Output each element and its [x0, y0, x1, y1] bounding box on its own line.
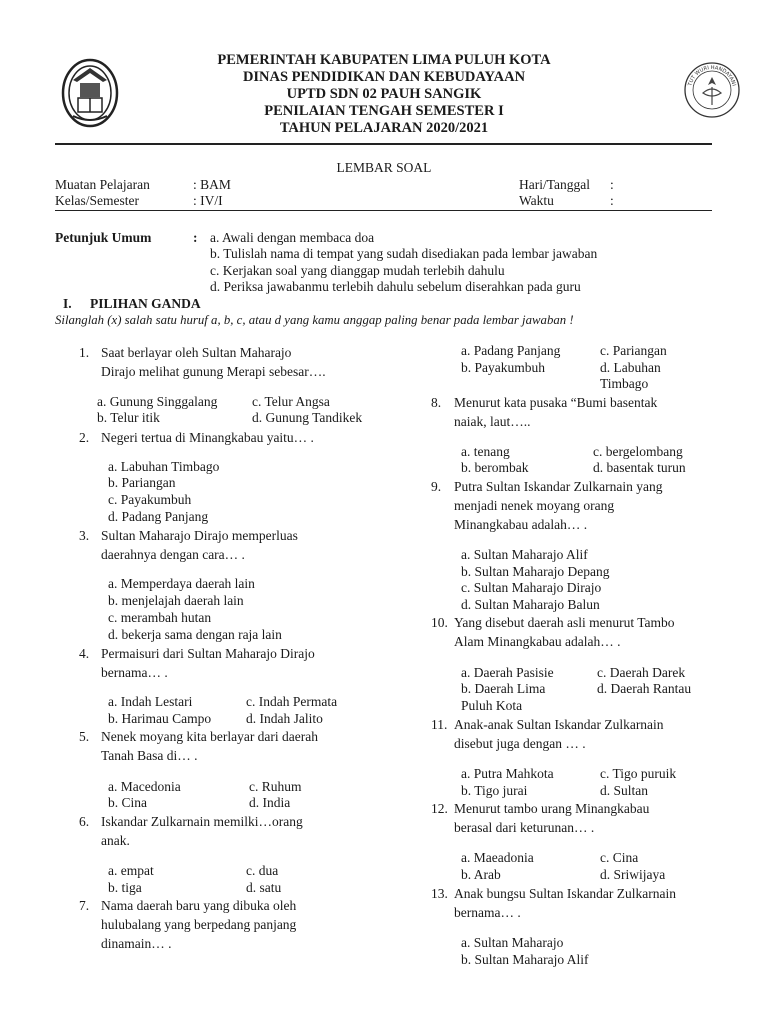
sheet-title: LEMBAR SOAL [336, 160, 432, 175]
question-number: 7. [79, 898, 90, 913]
option-b[interactable]: b. Tigo jurai [461, 783, 528, 798]
option-d[interactable]: d. basentak turun [593, 460, 686, 475]
option-a[interactable]: a. Indah Lestari [108, 694, 193, 709]
question-number: 10. [431, 615, 448, 630]
option-a[interactable]: a. Sultan Maharajo [461, 935, 564, 950]
header-line-school: UPTD SDN 02 PAUH SANGIK [286, 86, 482, 102]
header-line-exam: PENILAIAN TENGAH SEMESTER I [264, 103, 504, 119]
question-text: naiak, laut….. [454, 414, 531, 429]
question-text: anak. [101, 833, 130, 848]
question-text: Putra Sultan Iskandar Zulkarnain yang [454, 479, 663, 494]
option-b[interactable]: b. Payakumbuh [461, 360, 545, 375]
tut-wuri-handayani-logo [683, 61, 741, 119]
option-c[interactable]: c. Tigo puruik [600, 766, 677, 781]
question-text: Alam Minangkabau adalah… . [454, 634, 621, 649]
question-number: 8. [431, 395, 442, 410]
class-label: Kelas/Semester [55, 193, 139, 208]
question-text: Saat berlayar oleh Sultan Maharajo [101, 345, 292, 360]
option-d[interactable]: d. Daerah Rantau [597, 681, 692, 696]
question-text: Minangkabau adalah… . [454, 517, 588, 532]
option-a[interactable]: a. Maeadonia [461, 850, 534, 865]
header-line-government: PEMERINTAH KABUPATEN LIMA PULUH KOTA [217, 52, 551, 68]
question-text: hulubalang yang berpedang panjang [101, 917, 297, 932]
option-c[interactable]: c. Payakumbuh [108, 492, 192, 507]
option-a[interactable]: a. Sultan Maharajo Alif [461, 547, 588, 562]
instructions-label: Petunjuk Umum [55, 230, 152, 245]
option-c[interactable]: c. dua [246, 863, 279, 878]
option-a[interactable]: a. Labuhan Timbago [108, 459, 220, 474]
question-text: Dirajo melihat gunung Merapi sebesar…. [101, 364, 326, 379]
question-text: bernama… . [454, 905, 521, 920]
question-number: 9. [431, 479, 442, 494]
question-number: 2. [79, 430, 90, 445]
option-d[interactable]: d. Sriwijaya [600, 867, 666, 882]
option-d[interactable]: d. Labuhan [600, 360, 661, 375]
question-text: disebut juga dengan … . [454, 736, 586, 751]
subject-value: : BAM [193, 177, 231, 192]
option-c[interactable]: c. Pariangan [600, 343, 667, 358]
option-b[interactable]: b. Arab [461, 867, 501, 882]
question-text: bernama… . [101, 665, 168, 680]
option-a[interactable]: a. Daerah Pasisie [461, 665, 554, 680]
option-b[interactable]: b. Telur itik [97, 410, 160, 425]
option-a[interactable]: a. Memperdaya daerah lain [108, 576, 255, 591]
question-text: Iskandar Zulkarnain memilki…orang [101, 814, 303, 829]
option-a[interactable]: a. Macedonia [108, 779, 181, 794]
instruction-item: a. Awali dengan membaca doa [210, 230, 375, 245]
question-text: Negeri tertua di Minangkabau yaitu… . [101, 430, 314, 445]
question-text: Nenek moyang kita berlayar dari daerah [101, 729, 319, 744]
question-number: 12. [431, 801, 448, 816]
option-b[interactable]: b. Harimau Campo [108, 711, 212, 726]
option-c[interactable]: c. Sultan Maharajo Dirajo [461, 580, 602, 595]
info-divider [55, 210, 712, 211]
option-b[interactable]: b. Sultan Maharajo Depang [461, 564, 610, 579]
header-line-year: TAHUN PELAJARAN 2020/2021 [279, 120, 489, 136]
option-c[interactable]: c. merambah hutan [108, 610, 212, 625]
option-a[interactable]: a. Padang Panjang [461, 343, 561, 358]
instruction-item: b. Tulislah nama di tempat yang sudah disediakan pada lembar jawaban [210, 246, 598, 261]
option-b[interactable]: b. Cina [108, 795, 147, 810]
question-number: 5. [79, 729, 90, 744]
option-d[interactable]: d. India [249, 795, 291, 810]
time-value: : [610, 193, 614, 208]
option-b[interactable]: b. tiga [108, 880, 142, 895]
option-d-continued: Timbago [600, 376, 649, 391]
subject-label: Muatan Pelajaran [55, 177, 150, 192]
option-d[interactable]: d. Sultan [600, 783, 649, 798]
question-text: dinamain… . [101, 936, 172, 951]
option-a[interactable]: a. Putra Mahkota [461, 766, 554, 781]
header-divider [55, 143, 712, 145]
day-label: Hari/Tanggal [519, 177, 591, 192]
question-text: Menurut tambo urang Minangkabau [454, 801, 650, 816]
option-d[interactable]: d. Padang Panjang [108, 509, 209, 524]
section-title: PILIHAN GANDA [90, 296, 201, 311]
question-text: Nama daerah baru yang dibuka oleh [101, 898, 297, 913]
question-number: 1. [79, 345, 90, 360]
question-text: Anak bungsu Sultan Iskandar Zulkarnain [454, 886, 676, 901]
instruction-item: c. Kerjakan soal yang dianggap mudah terlebih dahulu [210, 263, 505, 278]
option-d[interactable]: d. Gunung Tandikek [252, 410, 363, 425]
option-c[interactable]: c. Telur Angsa [252, 394, 330, 409]
option-a[interactable]: a. tenang [461, 444, 510, 459]
section-number: I. [63, 296, 72, 311]
question-number: 11. [431, 717, 448, 732]
option-d[interactable]: d. bekerja sama dengan raja lain [108, 627, 282, 642]
option-c[interactable]: c. bergelombang [593, 444, 683, 459]
section-instruction: Silanglah (x) salah satu huruf a, b, c, atau d yang kamu anggap paling benar pada lembar jawaban ! [55, 313, 574, 327]
instruction-item: d. Periksa jawabanmu terlebih dahulu sebelum diserahkan pada guru [210, 279, 581, 294]
option-c[interactable]: c. Indah Permata [246, 694, 338, 709]
time-label: Waktu [519, 193, 554, 208]
option-b-continued: Puluh Kota [461, 698, 523, 713]
option-b[interactable]: b. berombak [461, 460, 529, 475]
question-number: 4. [79, 646, 90, 661]
question-text: daerahnya dengan cara… . [101, 547, 245, 562]
logo-motto-text: TUT WURI HANDAYANI [687, 64, 737, 87]
question-text: Permaisuri dari Sultan Maharajo Dirajo [101, 646, 315, 661]
question-text: berasal dari keturunan… . [454, 820, 595, 835]
question-number: 6. [79, 814, 90, 829]
header-line-department: DINAS PENDIDIKAN DAN KEBUDAYAAN [242, 69, 526, 85]
question-number: 3. [79, 528, 90, 543]
option-b[interactable]: b. Sultan Maharajo Alif [461, 952, 589, 967]
option-a[interactable]: a. empat [108, 863, 154, 878]
class-value: : IV/I [193, 193, 223, 208]
option-a[interactable]: a. Gunung Singgalang [97, 394, 218, 409]
question-text: Sultan Maharajo Dirajo memperluas [101, 528, 298, 543]
question-text: menjadi nenek moyang orang [454, 498, 615, 513]
option-b[interactable]: b. menjelajah daerah lain [108, 593, 244, 608]
option-c[interactable]: c. Cina [600, 850, 639, 865]
option-d[interactable]: d. satu [246, 880, 282, 895]
instructions-colon: : [193, 230, 198, 245]
question-text: Yang disebut daerah asli menurut Tambo [454, 615, 675, 630]
day-value: : [610, 177, 614, 192]
option-c[interactable]: c. Daerah Darek [597, 665, 686, 680]
option-b[interactable]: b. Pariangan [108, 475, 176, 490]
option-d[interactable]: d. Indah Jalito [246, 711, 323, 726]
option-c[interactable]: c. Ruhum [249, 779, 302, 794]
question-text: Tanah Basa di… . [101, 748, 198, 763]
option-b[interactable]: b. Daerah Lima [461, 681, 546, 696]
question-text: Anak-anak Sultan Iskandar Zulkarnain [454, 717, 664, 732]
question-text: Menurut kata pusaka “Bumi basentak [454, 395, 658, 410]
question-number: 13. [431, 886, 448, 901]
option-d[interactable]: d. Sultan Maharajo Balun [461, 597, 600, 612]
